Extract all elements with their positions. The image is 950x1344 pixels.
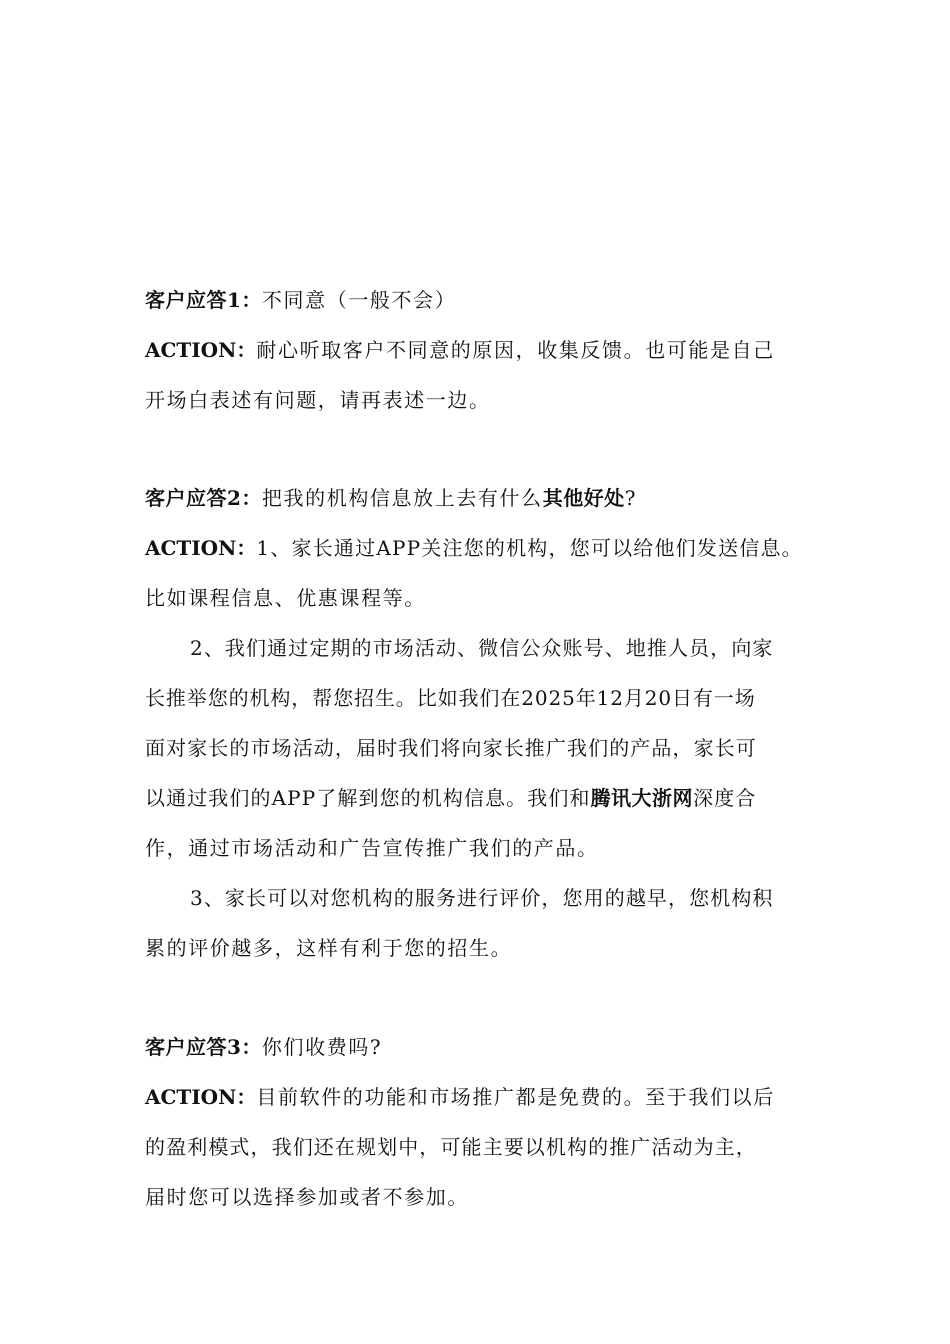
answer-2-text: 把我的机构信息放上去有什么 (261, 486, 543, 510)
answer-1-text: 不同意（一般不会） (261, 288, 457, 312)
answer-1-action-label: ACTION： (145, 338, 257, 362)
answer-2-point-2-line-3: 面对家长的市场活动，届时我们将向家长推广我们的产品，家长可 (145, 736, 757, 760)
answer-3-action-line-3: 届时您可以选择参加或者不参加。 (145, 1185, 469, 1209)
answer-1-question (145, 286, 835, 314)
answer-2-point-3-line-2: 累的评价越多，这样有利于您的招生。 (145, 936, 513, 960)
answer-2-action-label: ACTION： (145, 536, 257, 560)
answer-3-label: 客户应答3： (145, 1035, 262, 1059)
answer-3-action-line-1 (145, 1083, 835, 1111)
answer-1-label: 客户应答1： (145, 288, 262, 312)
answer-1-action-line-2: 开场白表述有问题，请再表述一边。 (145, 388, 491, 412)
answer-3-text: 你们收费吗? (261, 1035, 383, 1059)
answer-3-question (145, 1033, 835, 1061)
answer-3-action-text-1: 目前软件的功能和市场推广都是免费的。至于我们以后 (256, 1085, 775, 1109)
answer-2-question (145, 484, 835, 512)
answer-2-action-line-1 (145, 534, 835, 562)
answer-2-label: 客户应答2： (145, 486, 262, 510)
answer-2-point-2-line-5: 作，通过市场活动和广告宣传推广我们的产品。 (145, 836, 599, 860)
answer-2-point-1-line-2: 比如课程信息、优惠课程等。 (145, 586, 426, 610)
answer-2-point-1-line-1: 1、家长通过APP关注您的机构，您可以给他们发送信息。 (256, 536, 803, 560)
answer-2-point-2-line-1: 2、我们通过定期的市场活动、微信公众账号、地推人员，向家 (190, 636, 774, 660)
answer-2-text-end: ? (624, 486, 638, 510)
answer-2-point-3-line-1: 3、家长可以对您机构的服务进行评价，您用的越早，您机构积 (190, 886, 774, 910)
answer-2-text-bold: 其他好处 (542, 486, 625, 510)
answer-2-point-2-line-4-bold: 腾讯大浙网 (590, 786, 694, 810)
answer-2-point-2-line-2: 长推举您的机构，帮您招生。比如我们在2025年12月20日有一场 (145, 686, 756, 710)
answer-2-point-2-line-4 (145, 784, 835, 812)
answer-2-point-2-line-4-b: 深度合 (693, 786, 757, 810)
answer-3-action-label: ACTION： (145, 1085, 257, 1109)
answer-3-action-line-2: 的盈利模式，我们还在规划中，可能主要以机构的推广活动为主， (145, 1135, 757, 1159)
answer-1-action-text-1: 耐心听取客户不同意的原因，收集反馈。也可能是自己 (256, 338, 775, 362)
answer-2-point-2-line-4-a: 以通过我们的APP了解到您的机构信息。我们和 (145, 786, 591, 810)
answer-1-action-line-1 (145, 336, 835, 364)
